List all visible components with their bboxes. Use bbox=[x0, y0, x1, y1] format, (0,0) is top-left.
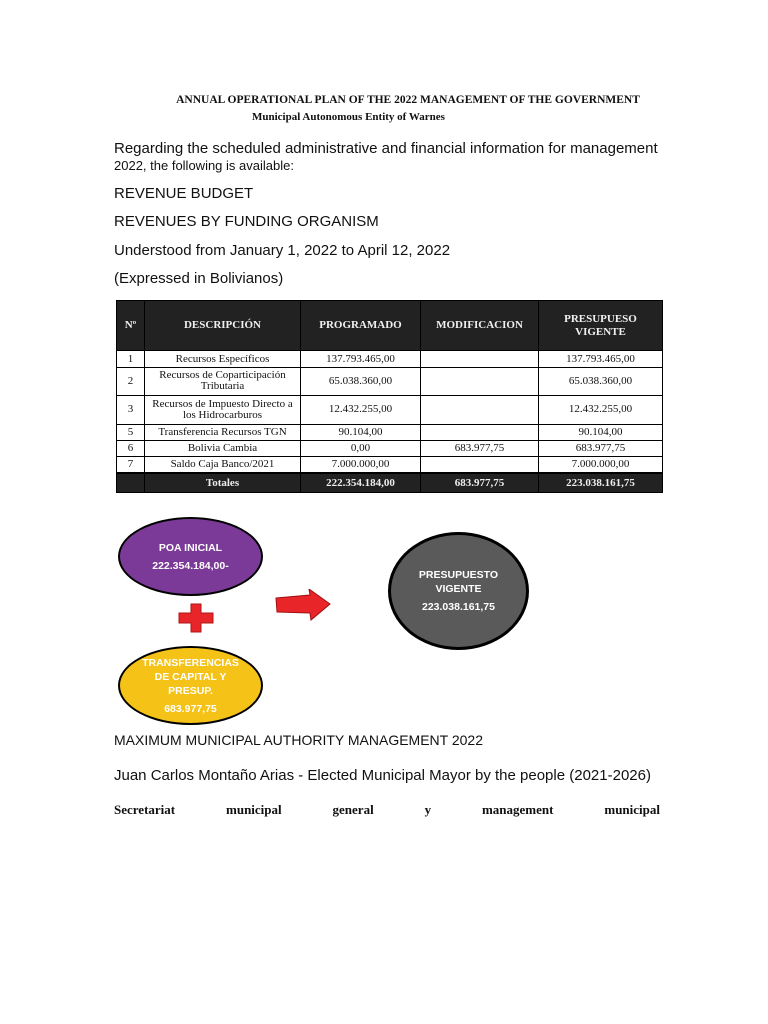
table-row bbox=[117, 395, 663, 424]
cell-modification bbox=[421, 368, 539, 396]
cell-current-budget: 90.104,00 bbox=[539, 424, 663, 440]
col-header-number: Nº bbox=[117, 301, 145, 351]
revenues-by-heading: REVENUES BY FUNDING ORGANISM bbox=[114, 213, 379, 230]
poa-initial-label: POA INICIAL bbox=[158, 541, 223, 554]
period-text: Understood from January 1, 2022 to April 12, 2022 bbox=[114, 242, 451, 259]
totals-current-budget: 223.038.161,75 bbox=[539, 473, 663, 492]
cell-modification bbox=[421, 395, 539, 424]
cell-modification bbox=[421, 424, 539, 440]
intro-paragraph bbox=[114, 140, 660, 174]
cell-description: Recursos de Coparticipación Tributaria bbox=[145, 368, 301, 396]
cell-description: Transferencia Recursos TGN bbox=[145, 424, 301, 440]
cell-programmed: 65.038.360,00 bbox=[301, 368, 421, 396]
intro-text: Regarding the scheduled administrative and financial information for management bbox=[114, 140, 658, 157]
secretariat-word: municipal bbox=[604, 802, 660, 817]
secretariat-word: management bbox=[481, 802, 554, 817]
cell-number: 3 bbox=[117, 395, 145, 424]
cell-number: 1 bbox=[117, 351, 145, 368]
cell-current-budget: 137.793.465,00 bbox=[539, 351, 663, 368]
cell-modification bbox=[421, 351, 539, 368]
current-budget-value: 223.038.161,75 bbox=[422, 601, 495, 613]
secretariat-word: Secretariat bbox=[114, 802, 176, 817]
cell-modification: 683.977,75 bbox=[421, 440, 539, 456]
cell-description: Bolivia Cambia bbox=[145, 440, 301, 456]
transfers-label-3: PRESUP. bbox=[168, 684, 213, 697]
intro-text-tail: 2022, the following is available: bbox=[114, 158, 294, 173]
poa-initial-ellipse bbox=[118, 517, 263, 596]
cell-number: 5 bbox=[117, 424, 145, 440]
cell-current-budget: 7.000.000,00 bbox=[539, 456, 663, 473]
cell-number: 6 bbox=[117, 440, 145, 456]
totals-label: Totales bbox=[145, 473, 301, 492]
authority-heading: MAXIMUM MUNICIPAL AUTHORITY MANAGEMENT 2022 bbox=[114, 732, 483, 748]
cell-programmed: 90.104,00 bbox=[301, 424, 421, 440]
table-row bbox=[117, 424, 663, 440]
cell-number: 2 bbox=[117, 368, 145, 396]
secretariat-word: municipal bbox=[226, 802, 282, 817]
current-budget-label-1: PRESUPUESTO bbox=[418, 569, 499, 581]
cell-current-budget: 65.038.360,00 bbox=[539, 368, 663, 396]
cell-description: Recursos Específicos bbox=[145, 351, 301, 368]
secretariat-word: y bbox=[424, 802, 432, 817]
cell-programmed: 12.432.255,00 bbox=[301, 395, 421, 424]
col-header-modification: MODIFICACION bbox=[421, 301, 539, 351]
table-row bbox=[117, 351, 663, 368]
current-budget-ellipse bbox=[388, 532, 529, 650]
col-header-programmed: PROGRAMADO bbox=[301, 301, 421, 351]
totals-programmed: 222.354.184,00 bbox=[301, 473, 421, 492]
table-row bbox=[117, 440, 663, 456]
document-title: ANNUAL OPERATIONAL PLAN OF THE 2022 MANAGEMENT OF THE GOVERNMENT bbox=[176, 94, 640, 106]
cell-programmed: 7.000.000,00 bbox=[301, 456, 421, 473]
transfers-label-2: DE CAPITAL Y bbox=[154, 670, 227, 683]
arrow-right-icon bbox=[274, 589, 332, 621]
current-budget-label-2: VIGENTE bbox=[435, 583, 482, 595]
poa-initial-value: 222.354.184,00- bbox=[152, 559, 229, 572]
transfers-label-1: TRANSFERENCIAS bbox=[142, 656, 239, 669]
revenue-table bbox=[116, 300, 662, 493]
cell-programmed: 137.793.465,00 bbox=[301, 351, 421, 368]
cell-number: 7 bbox=[117, 456, 145, 473]
cell-programmed: 0,00 bbox=[301, 440, 421, 456]
currency-note: (Expressed in Bolivianos) bbox=[114, 270, 284, 287]
totals-row bbox=[117, 473, 663, 492]
cell-description: Recursos de Impuesto Directo a los Hidrocarburos bbox=[145, 395, 301, 424]
mayor-line: Juan Carlos Montaño Arias - Elected Municipal Mayor by the people (2021-2026) bbox=[114, 767, 651, 784]
cell-number bbox=[117, 473, 145, 492]
col-header-description: DESCRIPCIÓN bbox=[145, 301, 301, 351]
transfers-value: 683.977,75 bbox=[164, 702, 217, 715]
cell-current-budget: 12.432.255,00 bbox=[539, 395, 663, 424]
col-header-current-budget: PRESUPUESO VIGENTE bbox=[539, 301, 663, 351]
secretariat-word: general bbox=[332, 802, 374, 817]
plus-icon bbox=[178, 603, 214, 633]
totals-modification: 683.977,75 bbox=[421, 473, 539, 492]
cell-description: Saldo Caja Banco/2021 bbox=[145, 456, 301, 473]
transfers-ellipse bbox=[118, 646, 263, 725]
table-row bbox=[117, 368, 663, 396]
revenue-budget-heading: REVENUE BUDGET bbox=[114, 185, 254, 202]
cell-current-budget: 683.977,75 bbox=[539, 440, 663, 456]
secretariat-line bbox=[114, 802, 660, 818]
cell-modification bbox=[421, 456, 539, 473]
table-row bbox=[117, 456, 663, 473]
document-subtitle: Municipal Autonomous Entity of Warnes bbox=[252, 111, 445, 123]
